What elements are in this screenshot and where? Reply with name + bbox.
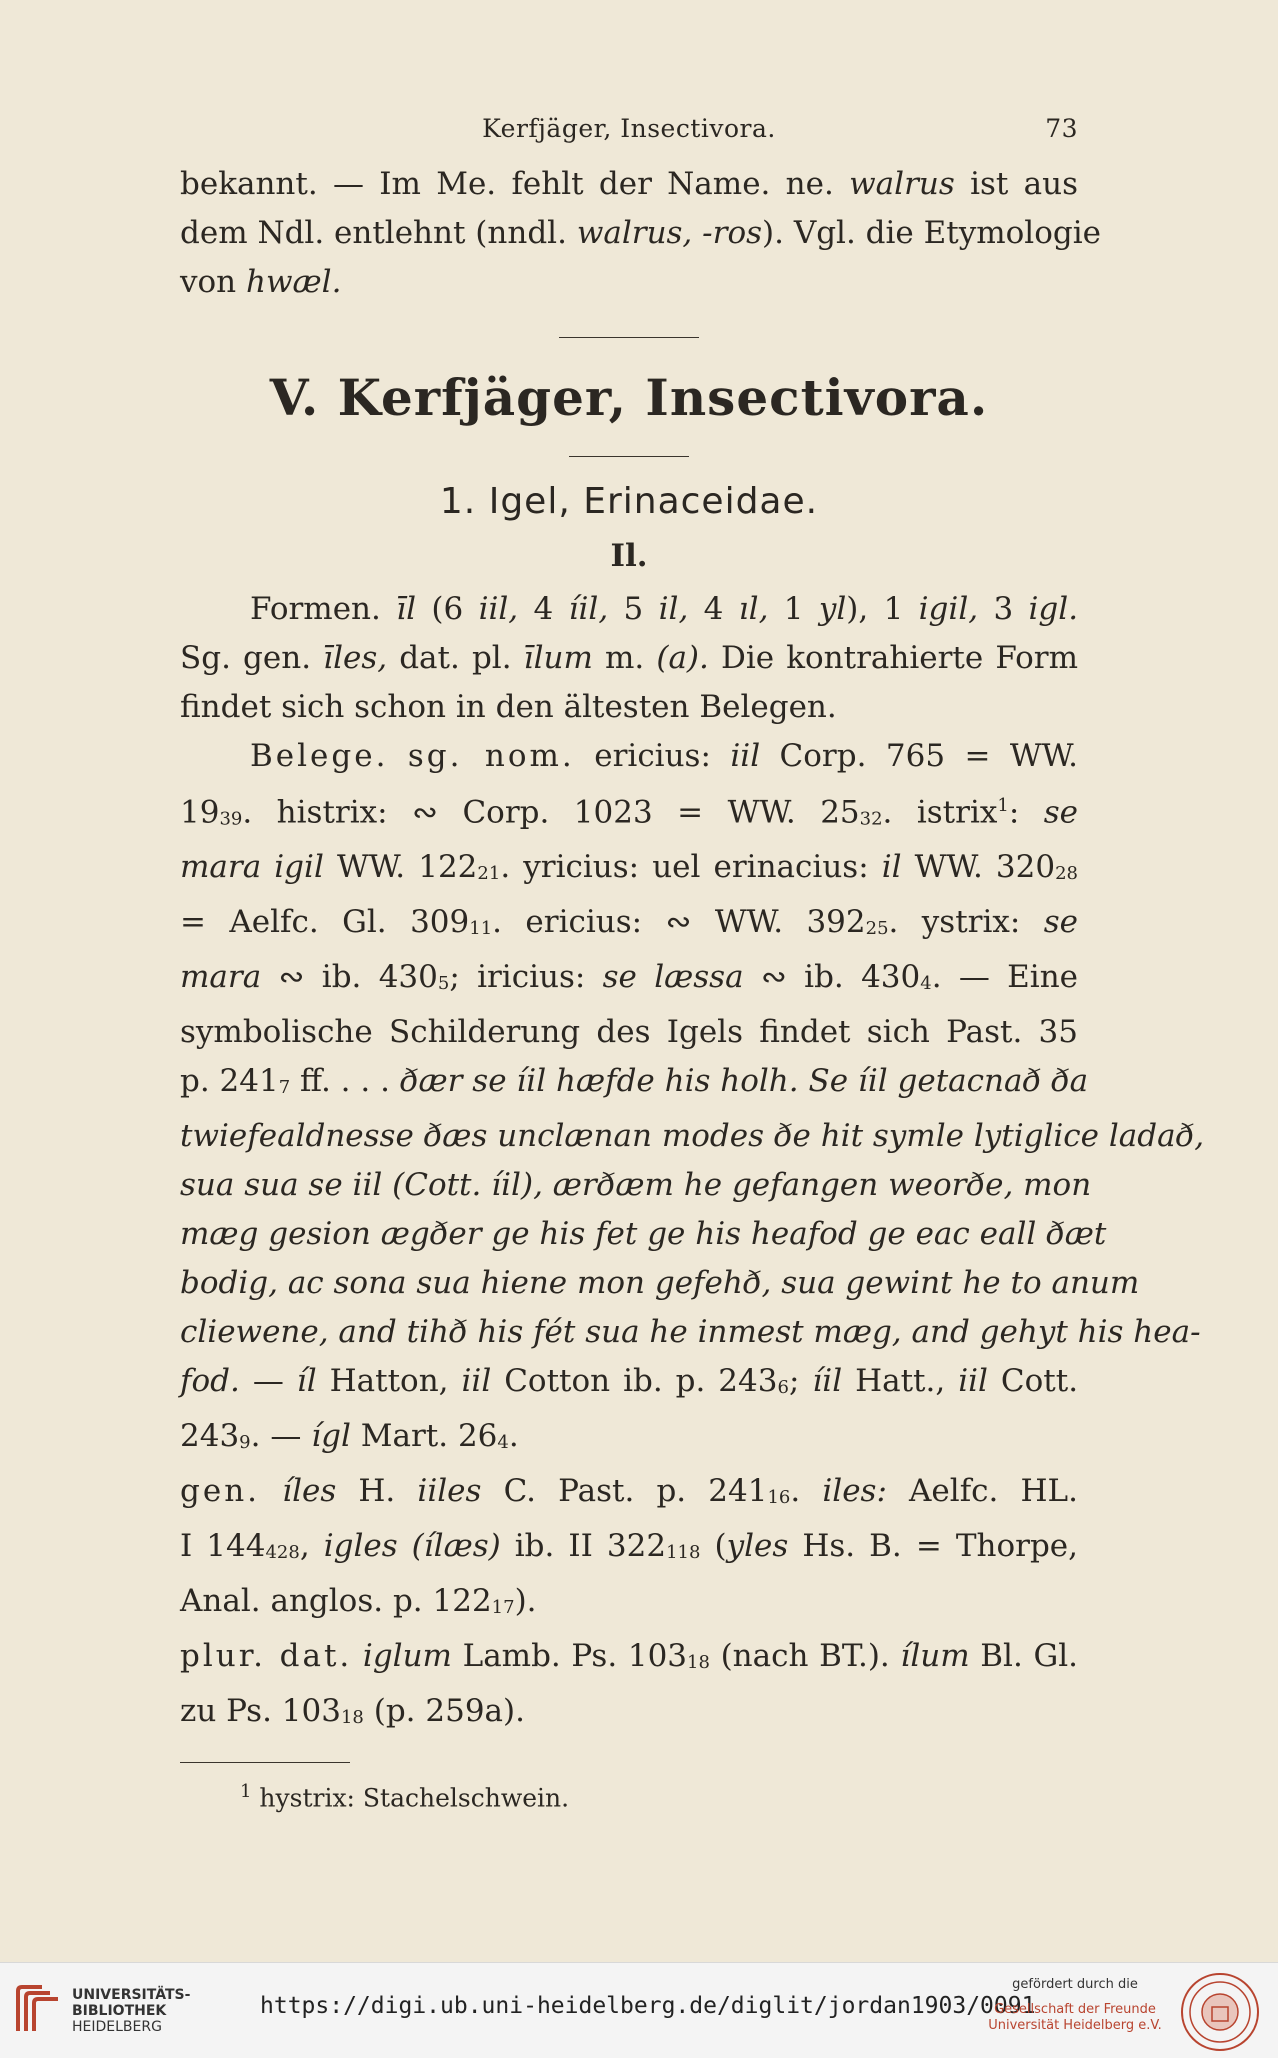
sponsor-info — [980, 1977, 1170, 2034]
sponsor-org-line1: Gesellschaft der Freunde — [994, 2002, 1156, 2017]
sponsor-label: gefördert durch die — [1012, 1977, 1138, 1992]
viewer-footer — [0, 1962, 1278, 2058]
permalink-url[interactable]: https://digi.ub.uni-heidelberg.de/diglit/jordan1903/0091 — [260, 1993, 1036, 2019]
subsection-divider — [569, 456, 689, 457]
footnote-rule — [180, 1762, 350, 1763]
section-heading: 1. Igel, Erinaceidae. — [439, 481, 819, 522]
footnote-marker: 1 — [240, 1781, 252, 1803]
running-head — [180, 100, 1078, 160]
library-name: UNIVERSITÄTS- BIBLIOTHEK HEIDELBERG — [72, 1987, 191, 2035]
formen-paragraph: Formen. īl (6 iil, 4 íil, 5 il, 4 ıl, 1 yl), 1 igil, 3 igl. Sg. gen. īles, dat. pl. īlum m. (a). Die kontrahierte Form findet sich schon in den ältesten Belegen. — [180, 591, 1079, 725]
plural-paragraph: plur. dat. iglum Lamb. Ps. $103_{18}$ (nach BT.). ílum Bl. Gl. zu Ps. $103_{18}$ (p. 259a). — [180, 1638, 1078, 1730]
chapter-heading: V. Kerfjäger, Insectivora. — [269, 368, 989, 427]
university-seal-icon — [1178, 1971, 1262, 2053]
footnote-text: hystrix: Stachelschwein. — [259, 1783, 570, 1813]
sponsor-org-line2: Universität Heidelberg e.V. — [988, 2018, 1162, 2033]
intro-paragraph: bekannt. — Im Me. fehlt der Name. ne. walrus ist aus dem Ndl. entlehnt (nndl. walrus, -ros). Vgl. die Etymologie von hwæl. — [180, 166, 1101, 300]
footnote — [180, 1775, 1078, 1815]
genitive-paragraph: gen. íles H. iiles C. Past. p. $241_{16}$. iles: Aelfc. HL. I $144_{428}$, igles (ílæs) ib. II $322_{118}$ (yles Hs. B. = Thorpe, Anal. anglos. p. $122_{17}$). — [180, 1473, 1078, 1620]
page-content — [180, 100, 1205, 1816]
word-heading: Il. — [610, 538, 648, 574]
page-number: 73 — [1045, 114, 1078, 143]
library-logo-icon — [12, 1981, 64, 2037]
section-divider — [559, 337, 699, 338]
belege-paragraph: Belege. sg. nom. ericius: iil Corp. 765 = WW. $19_{39}$. histrix: ∾ Corp. 1023 = WW. $25_{32}$. istrix$^1$: se mara igil WW. $122_{21}$. yricius: uel erinacius: il WW. $320_{28}$ = Aelfc. Gl. $309_{11}$. ericius: ∾ WW. $392_{25}$. ystrix: se mara ∾ ib. $430_5$; iricius: se læssa ∾ ib. $430_4$. — Eine symbolische Schilderung des Igels findet sich Past. 35 p. $241_7$ ff. . . . ðær se íil hæfde his holh. Se íil getacnað ða twiefealdnesse ðæs unclænan modes ðe hit symle lytiglice ladað, sua sua se iil (Cott. íil), ærðæm he gefangen weorðe, mon mæg gesion ægðer ge his fet ge his heafod ge eac eall ðæt bodig, ac sona sua hiene mon gefehð, sua gewint he to anum cliewene, and tihð his fét sua he inmest mæg, and gehyt his hea- fod. — íl Hatton, iil Cotton ib. p. $243_6$; íil Hatt., iil Cott. $243_9$. — ígl Mart. $26_4$. — [180, 738, 1205, 1455]
running-head-title: Kerfjäger, Insectivora. — [482, 114, 776, 143]
